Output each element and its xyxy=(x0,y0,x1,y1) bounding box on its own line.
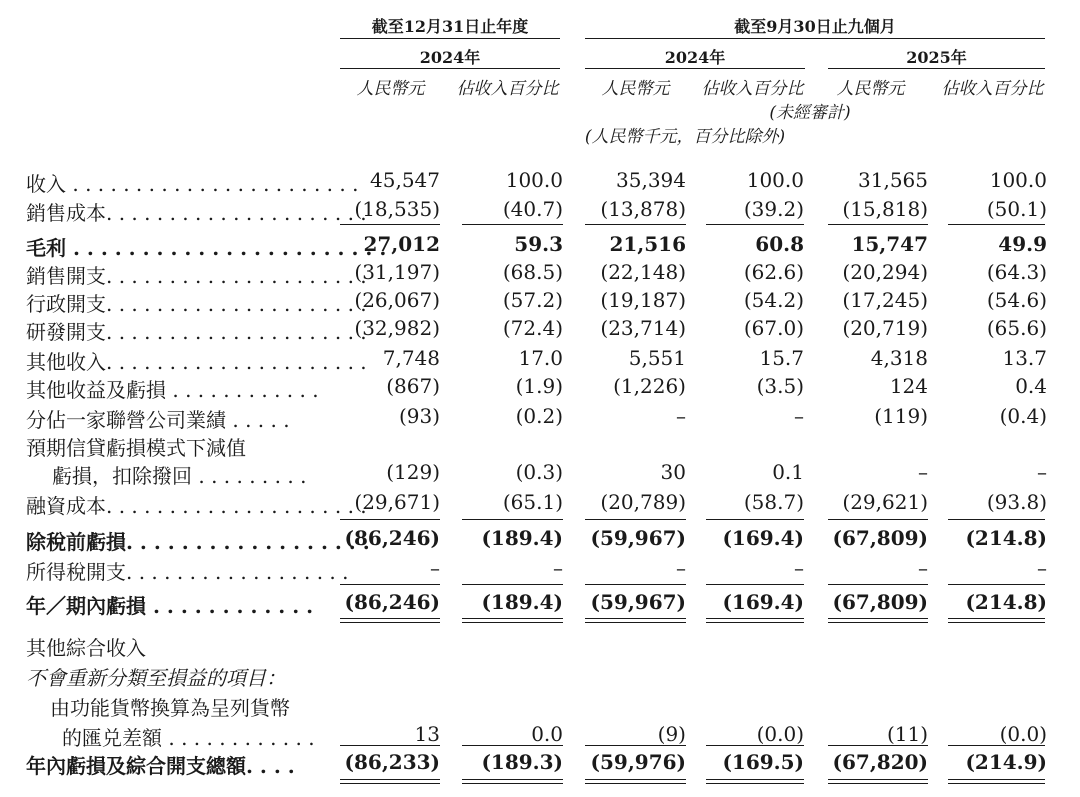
row-value: – xyxy=(1037,556,1047,580)
col-currency-label: 人民幣元 xyxy=(836,79,905,99)
subtotal-rule xyxy=(340,745,440,746)
row-label: 由功能貨幣換算為呈列貨幣 xyxy=(50,696,290,720)
total-double-rule xyxy=(585,618,686,623)
subtotal-rule xyxy=(828,584,928,585)
row-value: (0.0) xyxy=(999,722,1047,746)
row-value: (57.2) xyxy=(502,288,563,312)
row-value: (3.5) xyxy=(756,374,804,398)
row-value: (59,967) xyxy=(590,590,686,614)
row-value: (1,226) xyxy=(613,374,686,398)
row-value: (86,233) xyxy=(344,750,440,774)
row-value: 7,748 xyxy=(382,346,440,370)
row-value: 27,012 xyxy=(363,232,440,256)
subtotal-rule xyxy=(340,224,440,225)
total-double-rule xyxy=(340,779,440,784)
row-value: (15,818) xyxy=(842,197,928,221)
row-label: 融資成本. . . . . . . . . . . . . . . . . . . . . xyxy=(26,494,367,518)
row-value: 17.0 xyxy=(518,346,563,370)
subtotal-rule xyxy=(462,584,563,585)
row-label: 所得稅開支. . . . . . . . . . . . . . . . . . xyxy=(26,560,349,584)
row-value: (214.8) xyxy=(965,590,1047,614)
header-rule xyxy=(340,68,560,69)
row-label: 虧損，扣除撥回 . . . . . . . . . xyxy=(52,464,307,488)
row-value: (18,535) xyxy=(354,197,440,221)
subtotal-rule xyxy=(948,745,1045,746)
row-value: 45,547 xyxy=(370,168,440,192)
row-label: 行政開支. . . . . . . . . . . . . . . . . . . . . xyxy=(26,292,367,316)
subtotal-rule xyxy=(585,745,686,746)
subtotal-rule xyxy=(340,584,440,585)
total-double-rule xyxy=(585,779,686,784)
row-label: 研發開支. . . . . . . . . . . . . . . . . . . . . xyxy=(26,320,367,344)
subtotal-rule xyxy=(585,224,686,225)
header-rule xyxy=(585,68,805,69)
row-value: (39.2) xyxy=(743,197,804,221)
row-value: (65.6) xyxy=(986,316,1047,340)
row-value: 0.0 xyxy=(531,722,563,746)
row-value: (26,067) xyxy=(354,288,440,312)
row-value: (0.4) xyxy=(999,404,1047,428)
row-label: 的匯兑差額 . . . . . . . . . . . . xyxy=(62,726,315,750)
row-value: (20,294) xyxy=(842,260,928,284)
header-rule xyxy=(828,68,1045,69)
row-value: (1.9) xyxy=(515,374,563,398)
row-value: 15.7 xyxy=(759,346,804,370)
row-value: (86,246) xyxy=(344,526,440,550)
row-value: (22,148) xyxy=(600,260,686,284)
row-value: (67.0) xyxy=(743,316,804,340)
row-value: (11) xyxy=(886,722,928,746)
row-value: 5,551 xyxy=(628,346,686,370)
row-value: (59,967) xyxy=(590,526,686,550)
row-label: 毛利 . . . . . . . . . . . . . . . . . . . . . . . xyxy=(26,236,387,260)
total-double-rule xyxy=(828,618,928,623)
row-value: (29,671) xyxy=(354,490,440,514)
subtotal-rule xyxy=(462,224,563,225)
row-value: 4,318 xyxy=(870,346,928,370)
row-value: 49.9 xyxy=(998,232,1047,256)
subtotal-rule xyxy=(706,224,804,225)
row-value: (67,809) xyxy=(832,590,928,614)
row-label: 其他收入. . . . . . . . . . . . . . . . . . . . . xyxy=(26,350,367,374)
subtotal-rule xyxy=(948,224,1045,225)
row-value: (214.8) xyxy=(965,526,1047,550)
year-header-2024-full: 2024年 xyxy=(419,48,481,67)
row-value: (17,245) xyxy=(842,288,928,312)
col-pct-label: 佔收入百分比 xyxy=(941,79,1044,99)
header-rule xyxy=(585,38,1045,39)
row-value: – xyxy=(918,460,928,484)
row-value: 100.0 xyxy=(505,168,563,192)
row-value: – xyxy=(794,404,804,428)
row-value: – xyxy=(553,556,563,580)
row-value: (169.5) xyxy=(722,750,804,774)
header-rule xyxy=(340,38,560,39)
row-value: (65.1) xyxy=(502,490,563,514)
row-value: (169.4) xyxy=(722,590,804,614)
subtotal-rule xyxy=(585,519,686,520)
row-label: 其他收益及虧損 . . . . . . . . . . . . xyxy=(26,378,319,402)
period-full-year-header: 截至12月31日止年度 xyxy=(371,17,529,36)
row-value: (54.6) xyxy=(986,288,1047,312)
row-value: (64.3) xyxy=(986,260,1047,284)
row-value: 60.8 xyxy=(755,232,804,256)
row-value: (67,809) xyxy=(832,526,928,550)
row-value: (67,820) xyxy=(832,750,928,774)
col-pct-label: 佔收入百分比 xyxy=(701,79,804,99)
row-value: 100.0 xyxy=(989,168,1047,192)
subtotal-rule xyxy=(828,745,928,746)
row-value: (40.7) xyxy=(502,197,563,221)
row-label: 年／期內虧損 . . . . . . . . . . . . xyxy=(26,594,314,618)
subtotal-rule xyxy=(706,584,804,585)
row-value: (0.3) xyxy=(515,460,563,484)
row-value: 0.1 xyxy=(772,460,804,484)
row-label: 分佔一家聯營公司業績 . . . . . xyxy=(26,408,290,432)
subtotal-rule xyxy=(828,224,928,225)
row-value: – xyxy=(1037,460,1047,484)
row-value: (169.4) xyxy=(722,526,804,550)
row-value: (0.2) xyxy=(515,404,563,428)
total-double-rule xyxy=(948,779,1045,784)
subtotal-rule xyxy=(948,584,1045,585)
period-nine-months-header: 截至9月30日止九個月 xyxy=(734,17,896,36)
row-value: (72.4) xyxy=(502,316,563,340)
row-label: 除稅前虧損. . . . . . . . . . . . . . . . . . xyxy=(26,530,370,554)
total-double-rule xyxy=(462,779,563,784)
row-value: 59.3 xyxy=(514,232,563,256)
subtotal-rule xyxy=(828,519,928,520)
row-label: 銷售成本. . . . . . . . . . . . . . . . . . . . . xyxy=(26,201,367,225)
row-value: (189.3) xyxy=(481,750,563,774)
year-header-2025-nine: 2025年 xyxy=(906,48,967,67)
row-label: 預期信貸虧損模式下減值 xyxy=(26,436,246,460)
row-value: (59,976) xyxy=(590,750,686,774)
row-value: (20,789) xyxy=(600,490,686,514)
row-value: (119) xyxy=(874,404,928,428)
row-value: 21,516 xyxy=(609,232,686,256)
row-label: 年內虧損及綜合開支總額. . . . xyxy=(26,754,295,778)
row-value: 13.7 xyxy=(1002,346,1047,370)
year-header-2024-nine: 2024年 xyxy=(664,48,726,67)
row-value: (58.7) xyxy=(743,490,804,514)
row-value: (32,982) xyxy=(354,316,440,340)
row-value: 124 xyxy=(889,374,928,398)
row-value: 15,747 xyxy=(851,232,928,256)
subtotal-rule xyxy=(462,745,563,746)
row-value: – xyxy=(676,404,686,428)
col-currency-label: 人民幣元 xyxy=(356,79,425,99)
row-value: (31,197) xyxy=(354,260,440,284)
row-value: – xyxy=(676,556,686,580)
subtotal-rule xyxy=(340,519,440,520)
row-label: 不會重新分類至損益的項目： xyxy=(26,666,286,690)
row-label: 銷售開支. . . . . . . . . . . . . . . . . . . . . xyxy=(26,264,367,288)
row-label: 其他綜合收入 xyxy=(26,636,146,660)
row-value: (19,187) xyxy=(600,288,686,312)
row-value: (68.5) xyxy=(502,260,563,284)
row-value: (189.4) xyxy=(481,590,563,614)
row-value: (214.9) xyxy=(965,750,1047,774)
unit-note: (人民幣千元，百分比除外) xyxy=(584,127,786,147)
unaudited-note: (未經審計) xyxy=(769,103,851,123)
subtotal-rule xyxy=(948,519,1045,520)
total-double-rule xyxy=(828,779,928,784)
row-value: (93) xyxy=(398,404,440,428)
row-value: 31,565 xyxy=(858,168,928,192)
row-value: 100.0 xyxy=(746,168,804,192)
row-label: 收入 . . . . . . . . . . . . . . . . . . . . . . . xyxy=(26,172,359,196)
row-value: – xyxy=(430,556,440,580)
row-value: – xyxy=(918,556,928,580)
row-value: (50.1) xyxy=(986,197,1047,221)
row-value: (93.8) xyxy=(986,490,1047,514)
row-value: 13 xyxy=(414,722,440,746)
row-value: (13,878) xyxy=(600,197,686,221)
subtotal-rule xyxy=(706,745,804,746)
row-value: (23,714) xyxy=(600,316,686,340)
row-value: 0.4 xyxy=(1015,374,1047,398)
row-value: (867) xyxy=(386,374,440,398)
subtotal-rule xyxy=(462,519,563,520)
row-value: (129) xyxy=(386,460,440,484)
total-double-rule xyxy=(706,618,804,623)
col-pct-label: 佔收入百分比 xyxy=(456,79,559,99)
total-double-rule xyxy=(948,618,1045,623)
row-value: (0.0) xyxy=(756,722,804,746)
total-double-rule xyxy=(706,779,804,784)
row-value: – xyxy=(794,556,804,580)
row-value: (54.2) xyxy=(743,288,804,312)
row-value: (9) xyxy=(657,722,686,746)
subtotal-rule xyxy=(585,584,686,585)
row-value: (29,621) xyxy=(842,490,928,514)
row-value: (86,246) xyxy=(344,590,440,614)
row-value: (62.6) xyxy=(743,260,804,284)
total-double-rule xyxy=(462,618,563,623)
total-double-rule xyxy=(340,618,440,623)
subtotal-rule xyxy=(706,519,804,520)
row-value: (20,719) xyxy=(842,316,928,340)
col-currency-label: 人民幣元 xyxy=(601,79,670,99)
row-value: 35,394 xyxy=(616,168,686,192)
row-value: 30 xyxy=(660,460,686,484)
row-value: (189.4) xyxy=(481,526,563,550)
